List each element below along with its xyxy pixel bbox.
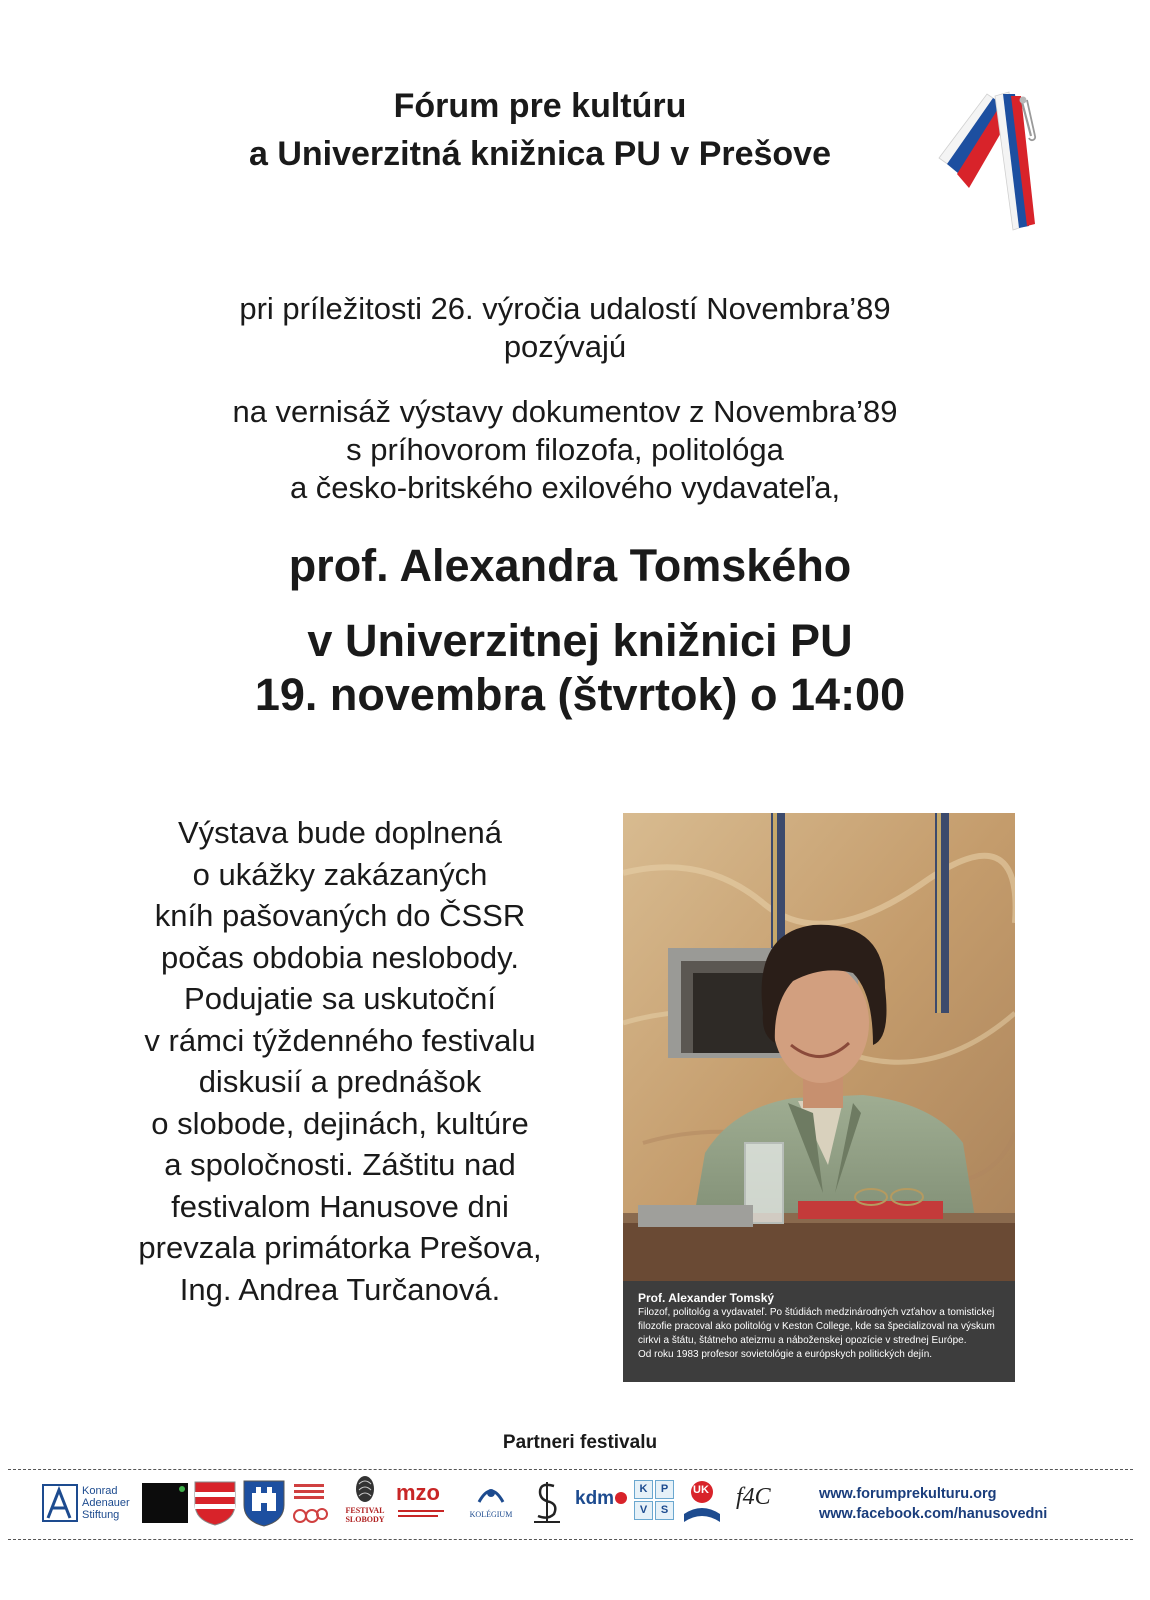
facebook-link[interactable]: www.facebook.com/hanusovedni: [819, 1506, 1048, 1522]
konrad-adenauer-logo: [42, 1474, 142, 1532]
header-line-2: a Univerzitná knižnica PU v Prešove: [248, 135, 832, 173]
photo-caption: [623, 1281, 1015, 1382]
intro-line-3: na vernisáž výstavy dokumentov z Novembra’89: [232, 394, 898, 429]
intro-line-4: s príhovorom filozofa, politológa: [346, 432, 784, 467]
caption-line: filozofie pracoval ako politológ v Keston College, kde sa špecializoval na výskum: [638, 1321, 995, 1332]
event-datetime: 19. novembra (štvrtok) o 14:00: [254, 669, 906, 720]
description: [110, 812, 570, 1310]
mzo-text: mzo: [396, 1480, 440, 1505]
venue: [0, 614, 1150, 722]
kpvs-cell: K: [634, 1480, 653, 1499]
festival-slobody-logo: [340, 1474, 390, 1532]
kas-line: Konrad: [82, 1485, 118, 1497]
black-square-logo: [142, 1474, 188, 1532]
uk-text: UK: [693, 1484, 709, 1496]
kpvs-cell: V: [634, 1501, 653, 1520]
intro-line-5: a česko-britského exilového vydavateľa,: [289, 470, 841, 505]
description-line: o ukážky zakázaných: [192, 856, 488, 892]
website-link[interactable]: www.forumprekulturu.org: [819, 1486, 997, 1502]
partners-title: Partneri festivalu: [502, 1432, 658, 1453]
description-line: diskusií a prednášok: [198, 1064, 482, 1099]
kolegium-text: KOLÉGIUM: [469, 1510, 513, 1519]
description-line: Ing. Andrea Turčanová.: [179, 1271, 501, 1307]
intro-line-2: pozývajú: [503, 329, 627, 364]
f4c-text: f4C: [736, 1484, 771, 1510]
intro-invitation: [0, 393, 1130, 507]
kpvs-cell: S: [655, 1501, 674, 1520]
slovak-ribbon-icon: [935, 88, 1045, 238]
caption-line: Od roku 1983 profesor sovietológie a európskych politických dejín.: [638, 1349, 933, 1360]
description-line: kníh pašovaných do ČSSR: [154, 898, 526, 933]
divider-top: [8, 1469, 1133, 1470]
description-line: o slobode, dejinách, kultúre: [151, 1105, 529, 1141]
description-line: a spoločnosti. Záštitu nad: [164, 1147, 516, 1182]
header: [0, 82, 1080, 178]
kas-line: Stiftung: [82, 1509, 120, 1521]
intro-line-1: pri príležitosti 26. výročia udalostí Novembra’89: [239, 291, 891, 326]
kpvs-cell: P: [655, 1480, 674, 1499]
caption-name: Prof. Alexander Tomský: [638, 1291, 775, 1305]
festival-line: FESTIVAL: [345, 1506, 385, 1515]
kdm-text: kdm: [575, 1488, 615, 1509]
mzo-logo: [396, 1474, 450, 1532]
speaker-name: prof. Alexandra Tomského: [288, 540, 852, 591]
kpvs-logo: [634, 1474, 674, 1532]
description-line: v rámci týždenného festivalu: [144, 1022, 536, 1058]
links: [819, 1484, 1047, 1524]
region-coat-of-arms-icon: [242, 1474, 286, 1532]
description-line: počas obdobia neslobody.: [161, 939, 519, 975]
header-line-1: Fórum pre kultúru: [393, 87, 687, 125]
venue-place: v Univerzitnej knižnici PU: [307, 615, 853, 666]
caption-line: Filozof, politológ a vydavateľ. Po štúdiách medzinárodných vzťahov a tomistickej: [638, 1307, 995, 1318]
description-line: Výstava bude doplnená: [177, 815, 503, 850]
uk-logo: [680, 1474, 726, 1532]
kas-line: Adenauer: [82, 1497, 130, 1509]
kolegium-logo: [462, 1474, 520, 1532]
spl-monogram-icon: [530, 1474, 566, 1532]
description-line: Podujatie sa uskutoční: [184, 981, 496, 1016]
description-line: festivalom Hanusove dni: [171, 1188, 509, 1224]
caption-line: cirkvi a štátu, štátneho ateizmu a náboženskej opozície v strednej Európe.: [638, 1335, 967, 1346]
kdm-logo: [575, 1474, 629, 1532]
divider-bottom: [8, 1539, 1133, 1540]
festival-line: SLOBODY: [345, 1515, 385, 1524]
partner-logos: [40, 1474, 800, 1532]
f4c-logo: [736, 1474, 786, 1532]
intro: [0, 290, 1130, 366]
presov-coat-of-arms-icon: [193, 1474, 237, 1532]
pamat-naroda-logo: [290, 1474, 330, 1532]
speaker-photo: [623, 813, 1015, 1281]
description-line: prevzala primátorka Prešova,: [138, 1230, 542, 1265]
